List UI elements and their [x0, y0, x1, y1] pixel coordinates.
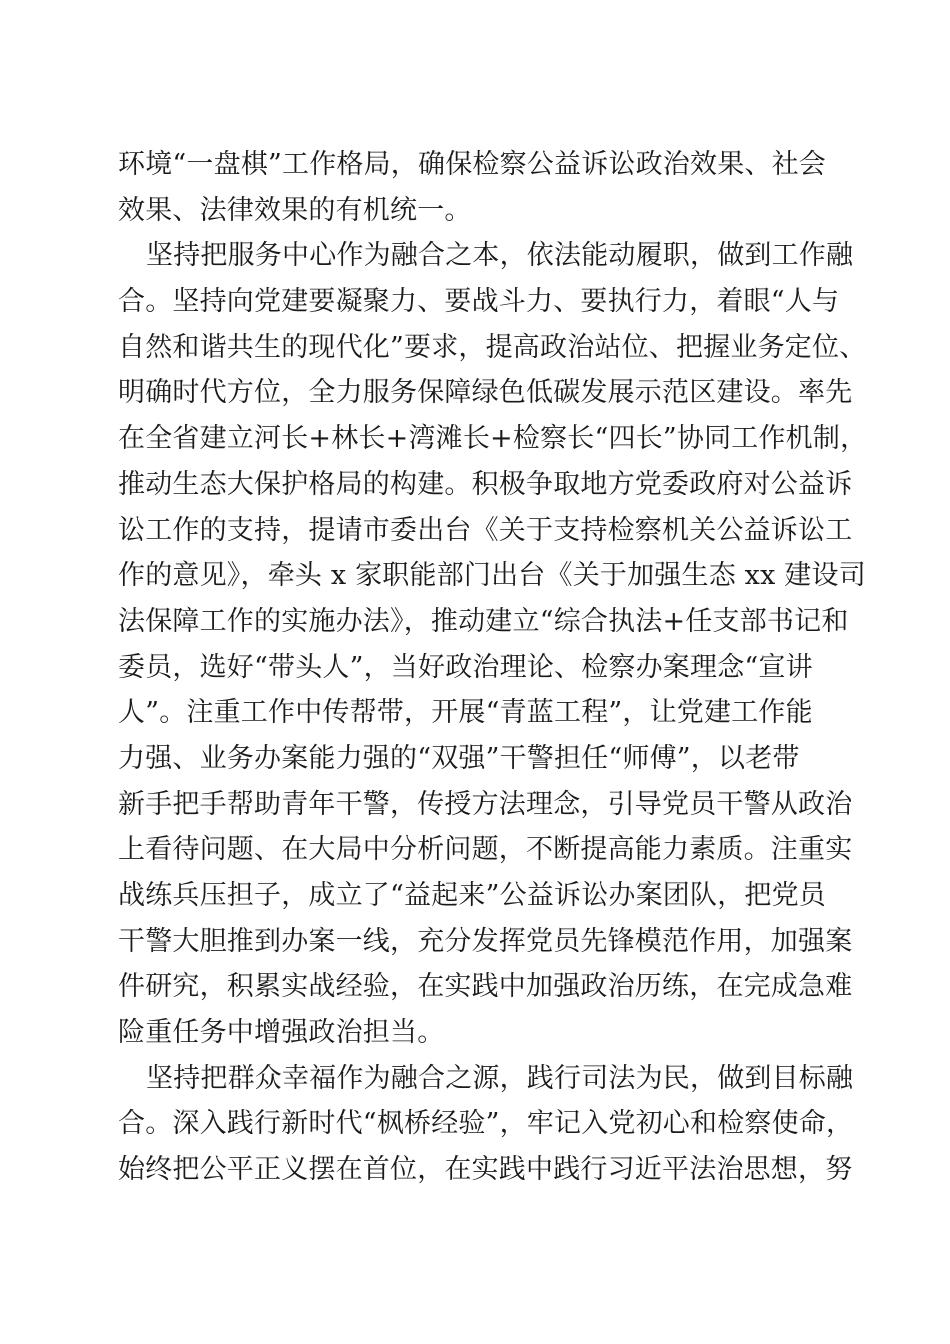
text-line: 委员，选好“带头人”，当好政治理论、检察办案理念“宣讲	[118, 651, 813, 683]
paragraph-start-line: 坚持把服务中心作为融合之本，依法能动履职，做到工作融	[146, 240, 854, 272]
text-line: 作的意见》，牵头 x 家职能部门出台《关于加强生态 xx 建设司	[118, 560, 866, 592]
text-line: 险重任务中增强政治担当。	[118, 1017, 445, 1049]
text-line: 上看待问题、在大局中分析问题，不断提高能力素质。注重实	[118, 834, 853, 866]
text-line: 环境“一盘棋”工作格局，确保检察公益诉讼政治效果、社会	[118, 149, 827, 180]
text-line: 法保障工作的实施办法》，推动建立“综合执法+任支部书记和	[118, 605, 849, 637]
text-line: 在全省建立河长+林长+湾滩长+检察长“四长”协同工作机制，	[118, 423, 868, 455]
text-line: 人”。注重工作中传帮带，开展“青蓝工程”，让党建工作能	[118, 697, 813, 729]
text-line: 推动生态大保护格局的构建。积极争取地方党委政府对公益诉	[118, 468, 853, 500]
text-line: 战练兵压担子，成立了“益起来”公益诉讼办案团队，把党员	[118, 880, 827, 911]
paragraph-start-line: 坚持把群众幸福作为融合之源，践行司法为民，做到目标融	[146, 1062, 854, 1094]
text-line: 件研究，积累实战经验，在实践中加强政治历练，在完成急难	[118, 971, 853, 1003]
text-line: 始终把公平正义摆在首位，在实践中践行习近平法治思想，努	[118, 1154, 853, 1186]
text-line: 合。深入践行新时代“枫桥经验”，牢记入党初心和检察使命，	[118, 1108, 854, 1140]
text-line: 讼工作的支持，提请市委出台《关于支持检察机关公益诉讼工	[118, 514, 853, 546]
text-line: 效果、法律效果的有机统一。	[118, 194, 472, 226]
text-line: 自然和谐共生的现代化”要求，提高政治站位、把握业务定位、	[118, 331, 867, 363]
text-line: 力强、业务办案能力强的“双强”干警担任“师傅”，以老带	[118, 742, 800, 774]
text-line: 明确时代方位，全力服务保障绿色低碳发展示范区建设。率先	[118, 377, 853, 409]
text-line: 新手把手帮助青年干警，传授方法理念，引导党员干警从政治	[118, 788, 853, 820]
text-line: 干警大胆推到办案一线，充分发挥党员先锋模范作用，加强案	[118, 925, 853, 957]
text-line: 合。坚持向党建要凝聚力、要战斗力、要执行力，着眼“人与	[118, 286, 840, 318]
body-text	[118, 142, 868, 1193]
